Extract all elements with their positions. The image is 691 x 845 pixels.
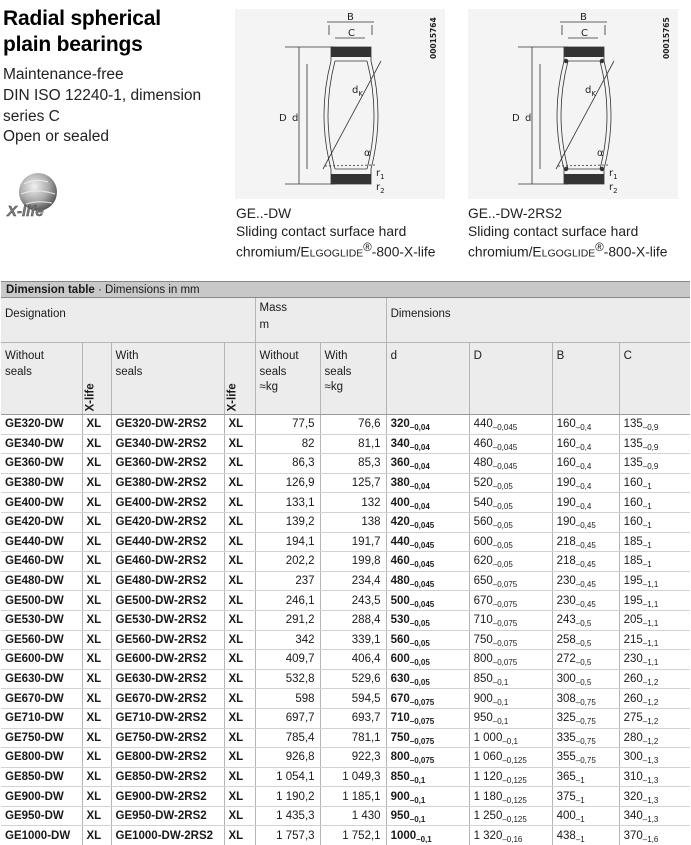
cell-mass-sealed: 234,4 (320, 571, 386, 591)
cell-designation-open: GE670-DW (1, 689, 82, 709)
cell-xlife-open: XL (82, 728, 111, 748)
table-row (1, 826, 690, 845)
cell-xlife-sealed: XL (224, 434, 255, 454)
fig2-label-C: C (581, 28, 588, 39)
cell-designation-sealed: GE710-DW-2RS2 (111, 708, 224, 728)
cell-xlife-open: XL (82, 787, 111, 807)
cell-mass-open: 133,1 (255, 493, 320, 513)
header-mass-without: Without seals ≈kg (255, 343, 320, 415)
cell-designation-sealed: GE850-DW-2RS2 (111, 767, 224, 787)
cell-C: $135_{-0,9}$ (619, 454, 690, 474)
cell-xlife-sealed: XL (224, 650, 255, 670)
table-header-row-2 (1, 343, 690, 415)
fig2-label-D: D (512, 113, 520, 124)
cell-mass-open: 342 (255, 630, 320, 650)
cell-xlife-open: XL (82, 415, 111, 435)
fig1-label-C: C (348, 28, 355, 39)
cell-mass-sealed: 199,8 (320, 552, 386, 572)
cell-d: $340_{-0,04}$ (386, 434, 469, 454)
header-xlife-2: X-life (224, 343, 255, 415)
cell-xlife-open: XL (82, 767, 111, 787)
cell-D: 1 $250_{-0,125}$ (469, 806, 552, 826)
cell-xlife-open: XL (82, 512, 111, 532)
cell-B: $375_{-1}$ (552, 787, 619, 807)
cell-designation-open: GE460-DW (1, 552, 82, 572)
cell-C: $300_{-1,3}$ (619, 748, 690, 768)
cell-C: $310_{-1,3}$ (619, 767, 690, 787)
cell-xlife-sealed: XL (224, 630, 255, 650)
table-row (1, 728, 690, 748)
cell-xlife-sealed: XL (224, 493, 255, 513)
cell-designation-open: GE530-DW (1, 610, 82, 630)
cell-mass-sealed: 288,4 (320, 610, 386, 630)
cell-designation-sealed: GE530-DW-2RS2 (111, 610, 224, 630)
cell-designation-open: GE1000-DW (1, 826, 82, 845)
fig1-label-dk: $d_K$ (352, 85, 363, 98)
cell-B: $230_{-0,45}$ (552, 571, 619, 591)
fig1-label-B: B (347, 12, 354, 23)
cell-xlife-sealed: XL (224, 728, 255, 748)
cell-mass-open: 409,7 (255, 650, 320, 670)
cell-designation-sealed: GE950-DW-2RS2 (111, 806, 224, 826)
table-header-row-1 (1, 298, 690, 343)
cell-designation-open: GE750-DW (1, 728, 82, 748)
cell-xlife-open: XL (82, 610, 111, 630)
header-dimensions: Dimensions (386, 298, 690, 343)
cell-xlife-sealed: XL (224, 571, 255, 591)
cell-C: $195_{-1,1}$ (619, 571, 690, 591)
fig2-label-d: d (525, 113, 532, 124)
title-line-2: plain bearings (3, 33, 143, 56)
cell-designation-sealed: GE460-DW-2RS2 (111, 552, 224, 572)
cell-d: $800_{-0,075}$ (386, 748, 469, 768)
cell-xlife-sealed: XL (224, 708, 255, 728)
cell-C: $280_{-1,2}$ (619, 728, 690, 748)
cell-xlife-open: XL (82, 806, 111, 826)
cell-designation-sealed: GE360-DW-2RS2 (111, 454, 224, 474)
cell-B: $308_{-0,75}$ (552, 689, 619, 709)
table-row (1, 748, 690, 768)
table-row (1, 454, 690, 474)
cell-xlife-open: XL (82, 689, 111, 709)
cell-designation-sealed: GE1000-DW-2RS2 (111, 826, 224, 845)
cell-B: $300_{-0,5}$ (552, 669, 619, 689)
cell-designation-open: GE800-DW (1, 748, 82, 768)
cell-designation-open: GE500-DW (1, 591, 82, 611)
table-row (1, 552, 690, 572)
cell-C: $160_{-1}$ (619, 512, 690, 532)
cell-C: $320_{-1,3}$ (619, 787, 690, 807)
fig2-label-r1: $r_1$ (609, 168, 618, 181)
fig2-label-r2: $r_2$ (609, 182, 618, 195)
fig1-label-alpha: α (364, 148, 371, 159)
cell-mass-sealed: 594,5 (320, 689, 386, 709)
cell-D: $670_{-0,075}$ (469, 591, 552, 611)
cell-D: 1 $180_{-0,125}$ (469, 787, 552, 807)
cell-mass-open: 1 190,2 (255, 787, 320, 807)
fig1-cap-line2: Sliding contact surface hard (236, 223, 407, 239)
title-line-1: Radial spherical (3, 7, 161, 30)
cell-B: $400_{-1}$ (552, 806, 619, 826)
cell-designation-sealed: GE560-DW-2RS2 (111, 630, 224, 650)
cell-designation-sealed: GE630-DW-2RS2 (111, 669, 224, 689)
table-row (1, 571, 690, 591)
cell-mass-sealed: 922,3 (320, 748, 386, 768)
cell-designation-open: GE900-DW (1, 787, 82, 807)
cell-mass-open: 598 (255, 689, 320, 709)
cell-mass-open: 1 435,3 (255, 806, 320, 826)
cell-designation-open: GE850-DW (1, 767, 82, 787)
cell-xlife-open: XL (82, 532, 111, 552)
cell-designation-sealed: GE400-DW-2RS2 (111, 493, 224, 513)
cell-designation-open: GE480-DW (1, 571, 82, 591)
cell-D: 1 $000_{-0,1}$ (469, 728, 552, 748)
cell-mass-open: 194,1 (255, 532, 320, 552)
cell-mass-sealed: 693,7 (320, 708, 386, 728)
cell-xlife-sealed: XL (224, 748, 255, 768)
cell-mass-sealed: 529,6 (320, 669, 386, 689)
table-row (1, 591, 690, 611)
fig1-label-d: d (292, 113, 299, 124)
fig2-label-alpha: α (597, 148, 604, 159)
cell-mass-sealed: 243,5 (320, 591, 386, 611)
cell-mass-sealed: 1 752,1 (320, 826, 386, 845)
cell-designation-sealed: GE750-DW-2RS2 (111, 728, 224, 748)
figure-open-caption (236, 205, 435, 263)
cell-designation-open: GE440-DW (1, 532, 82, 552)
cell-C: $135_{-0,9}$ (619, 434, 690, 454)
cell-d: $380_{-0,04}$ (386, 473, 469, 493)
cell-xlife-sealed: XL (224, 454, 255, 474)
cell-mass-open: 202,2 (255, 552, 320, 572)
cell-xlife-open: XL (82, 708, 111, 728)
cell-d: $750_{-0,075}$ (386, 728, 469, 748)
cell-designation-sealed: GE900-DW-2RS2 (111, 787, 224, 807)
fig2-code: 00015765 (662, 17, 671, 59)
cell-C: $260_{-1,2}$ (619, 669, 690, 689)
cell-designation-sealed: GE420-DW-2RS2 (111, 512, 224, 532)
figure-sealed-bearing (468, 9, 678, 199)
cell-designation-sealed: GE600-DW-2RS2 (111, 650, 224, 670)
cell-B: $355_{-0,75}$ (552, 748, 619, 768)
cell-xlife-sealed: XL (224, 512, 255, 532)
fig1-code: 00015764 (429, 17, 438, 59)
cell-D: $540_{-0,05}$ (469, 493, 552, 513)
cell-xlife-sealed: XL (224, 669, 255, 689)
subtitle-standard: DIN ISO 12240-1, dimension (3, 86, 202, 104)
cell-designation-open: GE950-DW (1, 806, 82, 826)
cell-mass-open: 1 757,3 (255, 826, 320, 845)
cell-designation-open: GE360-DW (1, 454, 82, 474)
cell-mass-open: 77,5 (255, 415, 320, 435)
cell-B: $272_{-0,5}$ (552, 650, 619, 670)
table-row (1, 669, 690, 689)
cell-xlife-sealed: XL (224, 473, 255, 493)
cell-d: $480_{-0,045}$ (386, 571, 469, 591)
cell-C: $370_{-1,6}$ (623, 829, 659, 844)
page-title (3, 6, 161, 58)
header-mass-with: With seals ≈kg (320, 343, 386, 415)
cell-designation-open: GE420-DW (1, 512, 82, 532)
cell-mass-open: 291,2 (255, 610, 320, 630)
cell-B: $190_{-0,4}$ (552, 473, 619, 493)
cell-xlife-open: XL (82, 748, 111, 768)
table-row (1, 806, 690, 826)
logo-text: X-life (7, 203, 44, 220)
cell-designation-open: GE710-DW (1, 708, 82, 728)
cell-D: $520_{-0,05}$ (469, 473, 552, 493)
cell-B: $160_{-0,4}$ (552, 415, 619, 435)
cell-C: $135_{-0,9}$ (619, 415, 690, 435)
header-D: D (469, 343, 552, 415)
cell-xlife-sealed: XL (224, 415, 255, 435)
cell-D: $480_{-0,045}$ (469, 454, 552, 474)
cell-d: $320_{-0,04}$ (386, 415, 469, 435)
cell-d: $500_{-0,045}$ (386, 591, 469, 611)
cell-B: $218_{-0,45}$ (552, 532, 619, 552)
fig1-label-r1: $r_1$ (376, 168, 385, 181)
cell-d: $440_{-0,045}$ (386, 532, 469, 552)
cell-D: $850_{-0,1}$ (469, 669, 552, 689)
cell-B: $258_{-0,5}$ (552, 630, 619, 650)
fig2-cap-type: GE..-DW-2RS2 (468, 206, 563, 221)
table-row (1, 630, 690, 650)
cell-C: $260_{-1,2}$ (619, 689, 690, 709)
cell-B: $438_{-1}$ (552, 826, 619, 845)
cell-B: $243_{-0,5}$ (552, 610, 619, 630)
cell-xlife-open: XL (82, 826, 111, 845)
cell-designation-open: GE380-DW (1, 473, 82, 493)
header-d: d (386, 343, 469, 415)
fig1-cap-type: GE..-DW (236, 206, 292, 221)
cell-d: $850_{-0,1}$ (386, 767, 469, 787)
cell-designation-sealed: GE440-DW-2RS2 (111, 532, 224, 552)
cell-C: $160_{-1}$ (619, 473, 690, 493)
cell-mass-sealed: 76,6 (320, 415, 386, 435)
cell-d: $400_{-0,04}$ (386, 493, 469, 513)
header-with-seals: With seals (111, 343, 224, 415)
cell-B: $230_{-0,45}$ (552, 591, 619, 611)
cell-designation-open: GE600-DW (1, 650, 82, 670)
cell-mass-sealed: 1 430 (320, 806, 386, 826)
cell-B: $218_{-0,45}$ (552, 552, 619, 572)
fig2-label-B: B (580, 12, 587, 23)
cell-xlife-open: XL (82, 630, 111, 650)
cell-mass-open: 926,8 (255, 748, 320, 768)
cell-D: 1 $320_{-0,16}$ (469, 826, 552, 845)
cell-mass-sealed: 132 (320, 493, 386, 513)
cell-d: $950_{-0,1}$ (386, 806, 469, 826)
cell-mass-open: 785,4 (255, 728, 320, 748)
subtitle-series: series C (3, 107, 60, 125)
cell-C: $195_{-1,1}$ (619, 591, 690, 611)
cell-C: $185_{-1}$ (619, 532, 690, 552)
cell-D: $900_{-0,1}$ (469, 689, 552, 709)
fig1-label-D: D (279, 113, 287, 124)
cell-xlife-open: XL (82, 493, 111, 513)
cell-designation-open: GE630-DW (1, 669, 82, 689)
cell-mass-sealed: 138 (320, 512, 386, 532)
cell-d: $1000_{-0,1}$ (386, 826, 469, 845)
cell-D: $710_{-0,075}$ (469, 610, 552, 630)
cell-xlife-open: XL (82, 650, 111, 670)
cell-mass-sealed: 85,3 (320, 454, 386, 474)
cell-d: $710_{-0,075}$ (386, 708, 469, 728)
fig1-label-r2: $r_2$ (376, 182, 385, 195)
cell-xlife-sealed: XL (224, 591, 255, 611)
cell-designation-open: GE400-DW (1, 493, 82, 513)
header-B: B (552, 343, 619, 415)
cell-xlife-open: XL (82, 669, 111, 689)
fig2-cap-line2: Sliding contact surface hard (468, 223, 639, 239)
cell-mass-sealed: 1 185,1 (320, 787, 386, 807)
table-row (1, 689, 690, 709)
cell-d: $900_{-0,1}$ (386, 787, 469, 807)
cell-xlife-sealed: XL (224, 826, 255, 845)
table-row (1, 473, 690, 493)
cell-C: $215_{-1,1}$ (619, 630, 690, 650)
cell-D: $560_{-0,05}$ (469, 512, 552, 532)
cell-designation-sealed: GE340-DW-2RS2 (111, 434, 224, 454)
cell-B: $160_{-0,4}$ (552, 454, 619, 474)
cell-D: $800_{-0,075}$ (469, 650, 552, 670)
cell-designation-open: GE340-DW (1, 434, 82, 454)
cell-xlife-open: XL (82, 591, 111, 611)
cell-designation-sealed: GE380-DW-2RS2 (111, 473, 224, 493)
cell-C: $340_{-1,3}$ (619, 806, 690, 826)
dimension-table-title (1, 281, 690, 298)
cell-d: $630_{-0,05}$ (386, 669, 469, 689)
x-life-logo (4, 172, 62, 222)
cell-D: $650_{-0,075}$ (469, 571, 552, 591)
cell-xlife-open: XL (82, 552, 111, 572)
cell-D: $440_{-0,045}$ (469, 415, 552, 435)
cell-B: $190_{-0,45}$ (552, 512, 619, 532)
cell-d: $600_{-0,05}$ (386, 650, 469, 670)
cell-mass-open: 237 (255, 571, 320, 591)
cell-B: $160_{-0,4}$ (552, 434, 619, 454)
cell-D: $950_{-0,1}$ (469, 708, 552, 728)
cell-B: $190_{-0,4}$ (552, 493, 619, 513)
cell-designation-sealed: GE800-DW-2RS2 (111, 748, 224, 768)
dimension-table-title-bold: Dimension table (6, 284, 95, 296)
table-row (1, 787, 690, 807)
cell-xlife-sealed: XL (224, 689, 255, 709)
cell-designation-sealed: GE320-DW-2RS2 (111, 415, 224, 435)
cell-mass-open: 82 (255, 434, 320, 454)
header-designation: Designation (1, 298, 255, 343)
cell-B: $365_{-1}$ (552, 767, 619, 787)
figure-open-bearing (235, 9, 445, 199)
cell-mass-sealed: 125,7 (320, 473, 386, 493)
figure-sealed-caption (468, 205, 667, 263)
dimension-table (1, 298, 690, 845)
cell-designation-sealed: GE480-DW-2RS2 (111, 571, 224, 591)
header-without-seals: Without seals (1, 343, 82, 415)
cell-xlife-sealed: XL (224, 610, 255, 630)
cell-xlife-open: XL (82, 454, 111, 474)
cell-d: $530_{-0,05}$ (386, 610, 469, 630)
cell-xlife-sealed: XL (224, 532, 255, 552)
cell-mass-open: 532,8 (255, 669, 320, 689)
cell-mass-sealed: 406,4 (320, 650, 386, 670)
cell-mass-sealed: 339,1 (320, 630, 386, 650)
cell-d: $460_{-0,045}$ (386, 552, 469, 572)
cell-mass-open: 126,9 (255, 473, 320, 493)
cell-mass-sealed: 191,7 (320, 532, 386, 552)
subtitle-block (3, 65, 201, 148)
table-row (1, 532, 690, 552)
cell-mass-open: 246,1 (255, 591, 320, 611)
cell-mass-sealed: 781,1 (320, 728, 386, 748)
cell-B: $325_{-0,75}$ (552, 708, 619, 728)
cell-designation-open: GE320-DW (1, 415, 82, 435)
cell-d: $560_{-0,05}$ (386, 630, 469, 650)
table-row (1, 767, 690, 787)
table-row (1, 434, 690, 454)
cell-C: $185_{-1}$ (619, 552, 690, 572)
table-row (1, 493, 690, 513)
header-mass: Mass m (255, 298, 386, 343)
cell-C: $230_{-1,1}$ (619, 650, 690, 670)
dimension-table-title-rest: · Dimensions in mm (94, 284, 200, 296)
table-row (1, 415, 690, 435)
cell-designation-sealed: GE670-DW-2RS2 (111, 689, 224, 709)
cell-C: $275_{-1,2}$ (619, 708, 690, 728)
cell-d: $420_{-0,045}$ (386, 512, 469, 532)
cell-designation-open: GE560-DW (1, 630, 82, 650)
subtitle-maintenance: Maintenance-free (3, 66, 124, 83)
cell-d: $360_{-0,04}$ (386, 454, 469, 474)
subtitle-sealing: Open or sealed (3, 128, 109, 146)
cell-D: 1 $120_{-0,125}$ (469, 767, 552, 787)
cell-D: $460_{-0,045}$ (469, 434, 552, 454)
fig1-cap-line3: chromium/ELGOGLIDE®-800-X-life (236, 242, 436, 260)
cell-xlife-open: XL (82, 473, 111, 493)
cell-xlife-sealed: XL (224, 787, 255, 807)
fig2-cap-line3: chromium/ELGOGLIDE®-800-X-life (468, 242, 668, 260)
cell-D: 1 $060_{-0,125}$ (469, 748, 552, 768)
cell-mass-sealed: 1 049,3 (320, 767, 386, 787)
table-row (1, 512, 690, 532)
header-xlife-1: X-life (82, 343, 111, 415)
cell-D: $750_{-0,075}$ (469, 630, 552, 650)
cell-mass-open: 1 054,1 (255, 767, 320, 787)
cell-xlife-sealed: XL (224, 552, 255, 572)
cell-xlife-sealed: XL (224, 806, 255, 826)
cell-B: $335_{-0,75}$ (552, 728, 619, 748)
header-C: C (619, 343, 690, 415)
cell-xlife-open: XL (82, 571, 111, 591)
cell-mass-open: 86,3 (255, 454, 320, 474)
fig2-label-dk: $d_K$ (585, 85, 596, 98)
cell-mass-sealed: 81,1 (320, 434, 386, 454)
cell-D: $600_{-0,05}$ (469, 532, 552, 552)
cell-mass-open: 697,7 (255, 708, 320, 728)
table-row (1, 650, 690, 670)
cell-xlife-sealed: XL (224, 767, 255, 787)
cell-xlife-open: XL (82, 434, 111, 454)
table-row (1, 708, 690, 728)
table-row (1, 610, 690, 630)
cell-C: $160_{-1}$ (619, 493, 690, 513)
cell-d: $670_{-0,075}$ (386, 689, 469, 709)
cell-mass-open: 139,2 (255, 512, 320, 532)
cell-C: $205_{-1,1}$ (619, 610, 690, 630)
cell-designation-sealed: GE500-DW-2RS2 (111, 591, 224, 611)
cell-D: $620_{-0,05}$ (469, 552, 552, 572)
